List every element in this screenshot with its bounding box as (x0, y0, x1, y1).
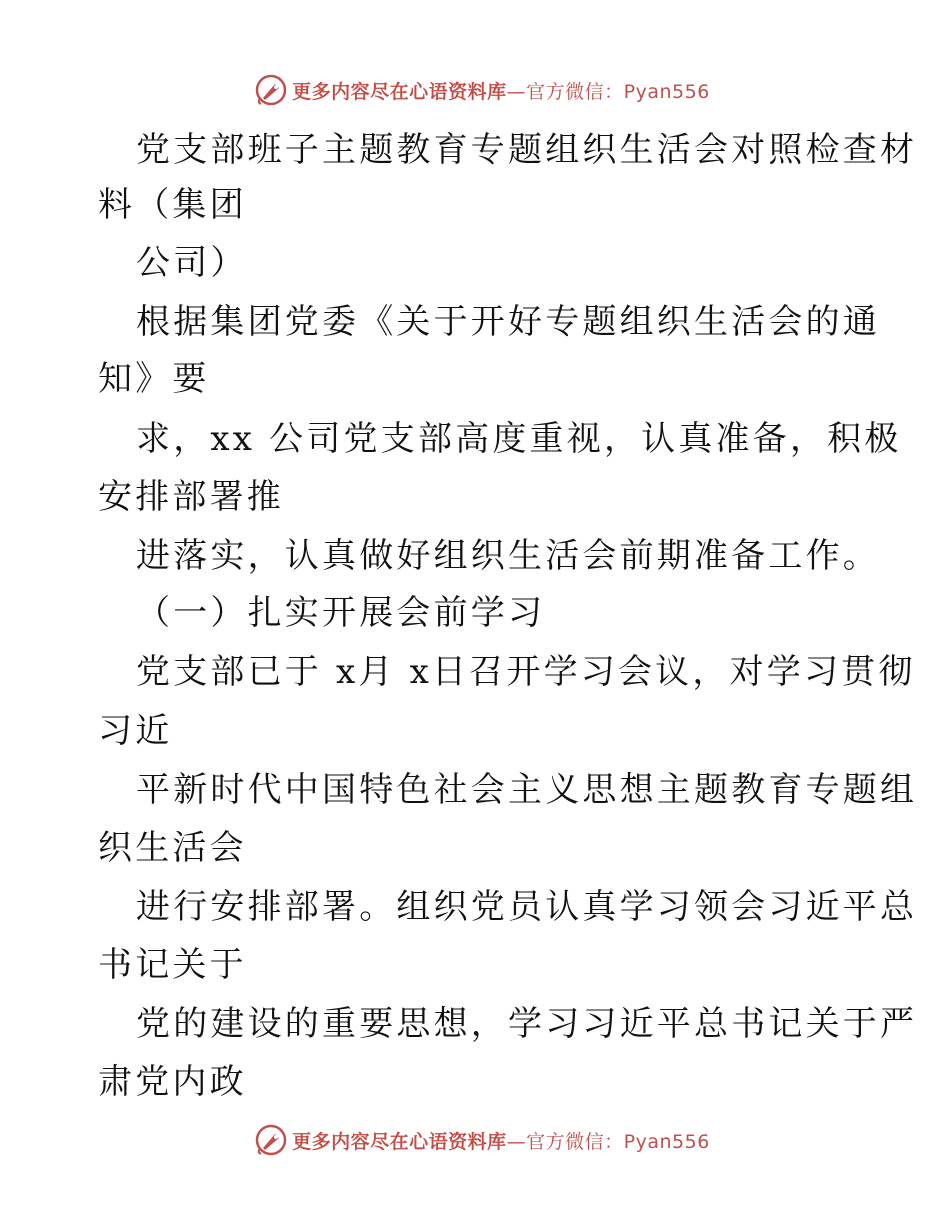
text-line: 习近 (98, 711, 173, 751)
text-line: 安排部署推 (98, 477, 284, 517)
text-line: 根据集团党委《关于开好专题组织生活会的通 (136, 302, 880, 342)
banner-wechat-text: 官方微信：Pyan556 (526, 80, 710, 103)
pen-nib-logo-icon (254, 1123, 288, 1157)
text-line: 进行安排部署。组织党员认真学习领会习近平总 (136, 887, 918, 927)
banner-main-text: 更多内容尽在心语资料库 (292, 1130, 507, 1153)
text-line: 肃党内政 (98, 1062, 247, 1102)
banner-separator: — (506, 1130, 527, 1153)
text-line: 党支部班子主题教育专题组织生活会对照检查材 (136, 130, 918, 170)
text-line: 党支部已于 x月 x日召开学习会议，对学习贯彻 (136, 652, 916, 692)
text-line: 求，xx 公司党支部高度重视，认真准备，积极 (136, 419, 902, 459)
text-line: （一）扎实开展会前学习 (136, 593, 546, 633)
footer-banner (0, 1120, 950, 1160)
text-line: 书记关于 (98, 945, 247, 985)
text-line: 公司） (136, 243, 248, 283)
text-line: 织生活会 (98, 828, 247, 868)
banner-wechat-text: 官方微信：Pyan556 (526, 1130, 710, 1153)
text-line: 料（集团 (98, 185, 247, 225)
banner-separator: — (506, 80, 527, 103)
banner-text (292, 1127, 710, 1154)
banner-main-text: 更多内容尽在心语资料库 (292, 80, 507, 103)
text-line: 知》要 (98, 359, 210, 399)
text-line: 平新时代中国特色社会主义思想主题教育专题组 (136, 770, 918, 810)
text-line: 进落实，认真做好组织生活会前期准备工作。 (136, 536, 880, 576)
text-line: 党的建设的重要思想，学习习近平总书记关于严 (136, 1004, 918, 1044)
